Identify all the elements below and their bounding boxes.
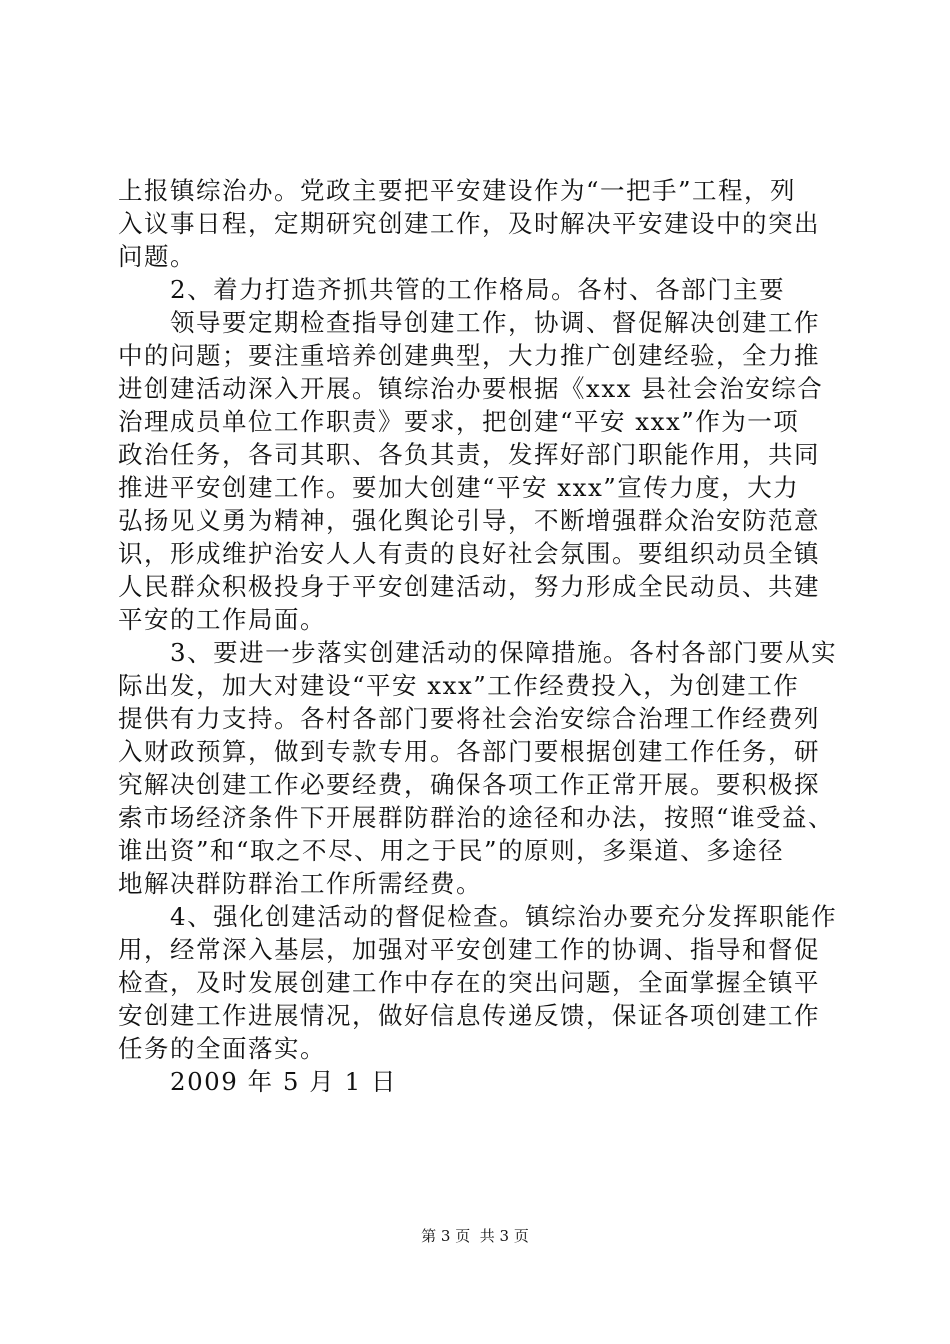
body-line: 进创建活动深入开展。镇综治办要根据《xxx 县社会治安综合 xyxy=(118,374,824,403)
body-line: 弘扬见义勇为精神，强化舆论引导，不断增强群众治安防范意 xyxy=(118,506,820,535)
body-line: 领导要定期检查指导创建工作，协调、督促解决创建工作 xyxy=(118,308,820,337)
body-line: 任务的全面落实。 xyxy=(118,1034,326,1063)
body-line: 用，经常深入基层，加强对平安创建工作的协调、指导和督促 xyxy=(118,935,820,964)
body-line: 4、强化创建活动的督促检查。镇综治办要充分发挥职能作 xyxy=(118,902,838,931)
body-line: 究解决创建工作必要经费，确保各项工作正常开展。要积极探 xyxy=(118,770,820,799)
body-line: 地解决群防群治工作所需经费。 xyxy=(118,869,482,898)
body-line: 治理成员单位工作职责》要求，把创建“平安 xxx”作为一项 xyxy=(118,407,800,436)
body-line: 检查，及时发展创建工作中存在的突出问题，全面掌握全镇平 xyxy=(118,968,820,997)
body-line: 识，形成维护治安人人有责的良好社会氛围。要组织动员全镇 xyxy=(118,539,820,568)
body-line: 政治任务，各司其职、各负其责，发挥好部门职能作用，共同 xyxy=(118,440,820,469)
body-line: 提供有力支持。各村各部门要将社会治安综合治理工作经费列 xyxy=(118,704,820,733)
body-line: 2、着力打造齐抓共管的工作格局。各村、各部门主要 xyxy=(118,275,786,304)
body-line: 问题。 xyxy=(118,242,196,271)
body-line: 3、要进一步落实创建活动的保障措施。各村各部门要从实 xyxy=(118,638,838,667)
body-line: 人民群众积极投身于平安创建活动，努力形成全民动员、共建 xyxy=(118,572,820,601)
body-line: 上报镇综治办。党政主要把平安建设作为“一把手”工程，列 xyxy=(118,176,797,205)
body-line: 索市场经济条件下开展群防群治的途径和办法，按照“谁受益、 xyxy=(118,803,835,832)
body-line: 际出发，加大对建设“平安 xxx”工作经费投入，为创建工作 xyxy=(118,671,800,700)
body-line: 平安的工作局面。 xyxy=(118,605,326,634)
date-line: 2009 年 5 月 1 日 xyxy=(118,1067,397,1096)
body-line: 推进平安创建工作。要加大创建“平安 xxx”宣传力度，大力 xyxy=(118,473,800,502)
body-line: 中的问题；要注重培养创建典型，大力推广创建经验，全力推 xyxy=(118,341,820,370)
page-footer: 第 3 页 共 3 页 xyxy=(421,1227,529,1245)
body-line: 入议事日程，定期研究创建工作，及时解决平安建设中的突出 xyxy=(118,209,820,238)
body-line: 安创建工作进展情况，做好信息传递反馈，保证各项创建工作 xyxy=(118,1001,820,1030)
body-line: 入财政预算，做到专款专用。各部门要根据创建工作任务，研 xyxy=(118,737,820,766)
body-line: 谁出资”和“取之不尽、用之于民”的原则，多渠道、多途径 xyxy=(118,836,785,865)
